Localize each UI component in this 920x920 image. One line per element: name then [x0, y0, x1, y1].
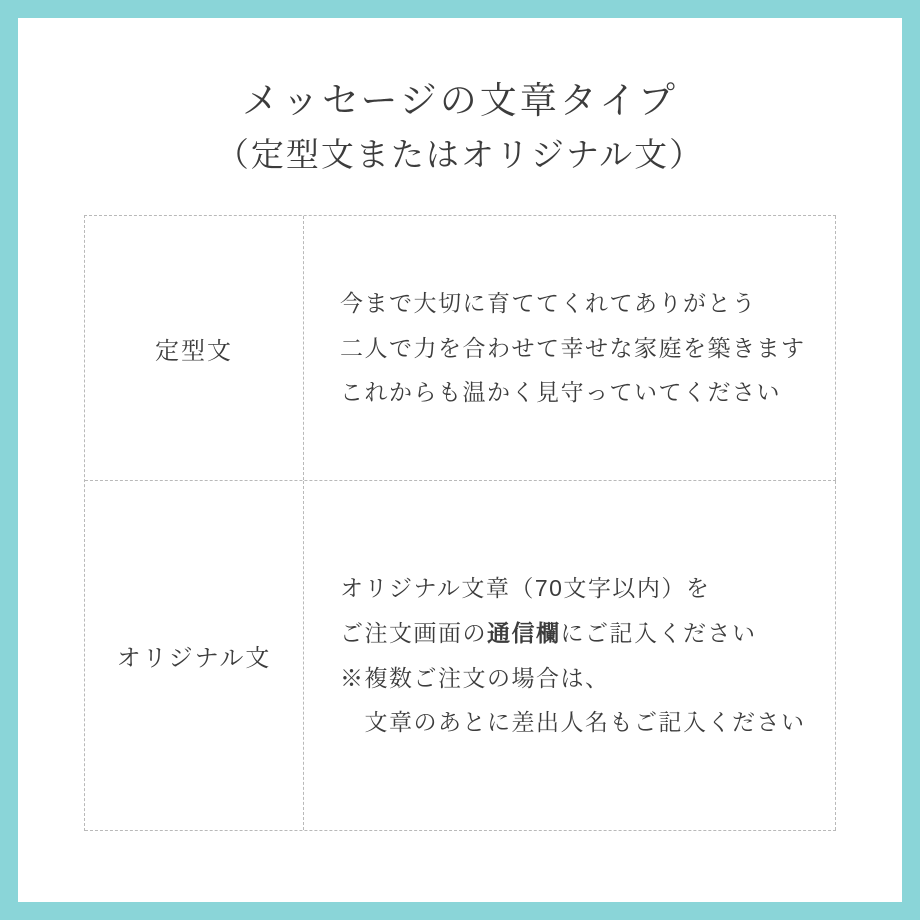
title-sub: （定型文またはオリジナル文）	[215, 135, 705, 173]
body-line: 文章のあとに差出人名もご記入ください	[340, 709, 806, 736]
row-label-standard: 定型文	[85, 216, 304, 480]
body-text-suffix: にご記入ください	[560, 619, 757, 646]
row-label-original: オリジナル文	[85, 481, 304, 830]
message-type-table	[84, 215, 836, 831]
body-line: これからも温かく見守っていてください	[340, 379, 781, 406]
table-row	[85, 216, 836, 481]
content-card	[18, 18, 902, 902]
row-body-standard	[304, 216, 836, 480]
body-line-emphasized	[340, 611, 809, 656]
body-line: 二人で力を合わせて幸せな家庭を築きます	[340, 334, 806, 361]
body-line: ※複数ご注文の場合は、	[340, 664, 610, 691]
row-body-original	[304, 481, 836, 830]
title-main: メッセージの文章タイプ	[242, 80, 678, 121]
table-row	[85, 481, 836, 831]
emphasis-text: 通信欄	[487, 619, 561, 646]
body-line: 今まで大切に育ててくれてありがとう	[340, 289, 757, 316]
body-line: オリジナル文章（70文字以内）を	[340, 574, 711, 601]
page-title	[18, 18, 902, 178]
body-text-prefix: ご注文画面の	[340, 619, 487, 646]
